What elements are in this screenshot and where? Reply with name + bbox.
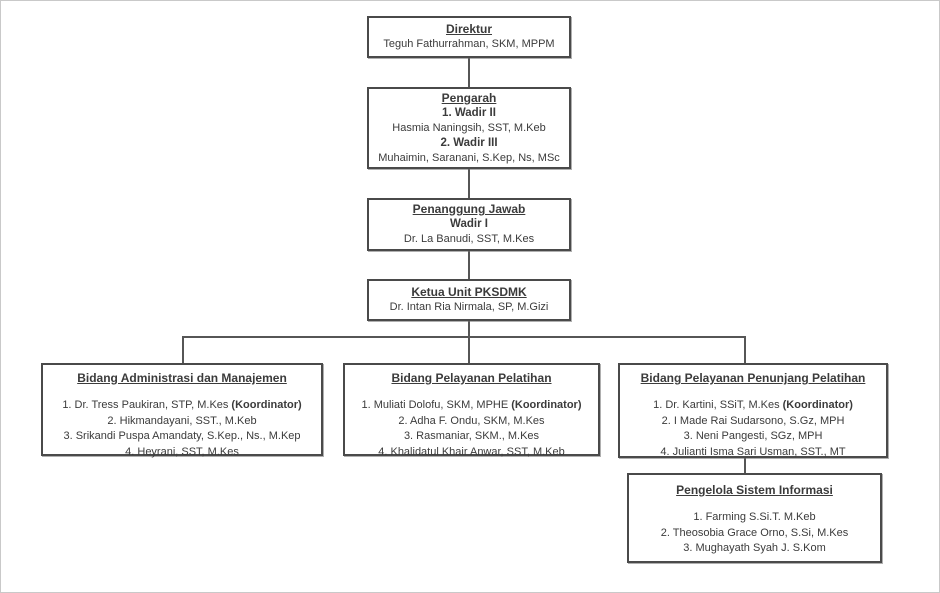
bidang-admin-title: Bidang Administrasi dan Manajemen [77,371,287,385]
member-row [620,398,886,414]
connector-pengarah-penanggung [468,169,470,198]
pengarah-box [367,87,571,169]
member-row: 3. Neni Pangesti, SGz, MPH [683,430,823,442]
ketua-unit-title: Ketua Unit PKSDMK [411,285,527,299]
bidang-pelatihan-members [345,398,598,460]
pengarah-title: Pengarah [441,90,497,105]
penanggung-jawab-title: Penanggung Jawab [412,202,526,216]
member-row: 3. Mughayath Syah J. S.Kom [683,542,826,554]
pengelola-box [627,473,882,563]
member-row: 4. Heyrani, SST, M.Kes [125,445,239,458]
pengarah-name-2: Muhaimin, Saranani, S.Kep, Ns, MSc [378,151,560,164]
member-row: 3. Srikandi Puspa Amandaty, S.Kep., Ns., M.Kep [63,430,301,442]
ketua-unit-name: Dr. Intan Ria Nirmala, SP, M.Gizi [389,301,549,313]
bidang-penunjang-box [618,363,888,458]
bidang-admin-members [43,398,321,460]
penanggung-jawab-name: Dr. La Banudi, SST, M.Kes [403,233,535,245]
bidang-admin-box [41,363,323,456]
pengarah-role-2: 2. Wadir III [440,136,498,149]
connector-penanggung-ketua [468,251,470,279]
member-row: 4. Khalidatul Khair Anwar, SST, M.Keb [378,445,565,458]
direktur-title: Direktur [445,22,492,36]
pengarah-name-1: Hasmia Naningsih, SST, M.Keb [392,121,546,134]
direktur-box [367,16,571,58]
member-name: 1. Dr. Kartini, SSiT, M.Kes [653,399,780,411]
member-row: 2. I Made Rai Sudarsono, S.Gz, MPH [661,414,845,427]
connector-drop-pelatihan [468,336,470,363]
direktur-name: Teguh Fathurrahman, SKM, MPPM [383,38,555,50]
pengarah-role-1: 1. Wadir II [442,106,496,119]
coordinator-label: (Koordinator) [782,399,853,411]
pengelola-members [629,510,880,557]
connector-drop-penunjang [744,336,746,363]
pengelola-title: Pengelola Sistem Informasi [676,483,833,497]
connector-drop-admin [182,336,184,363]
member-row: 3. Rasmaniar, SKM., M.Kes [403,430,540,442]
member-name: 1. Dr. Tress Paukiran, STP, M.Kes [62,399,229,411]
member-row: 4. Julianti Isma Sari Usman, SST., MT [660,445,846,458]
ketua-unit-box [367,279,571,321]
penanggung-jawab-box [367,198,571,251]
coordinator-label: (Koordinator) [231,399,302,411]
member-row: 1. Farming S.Si.T. M.Keb [693,511,816,523]
penanggung-jawab-role: Wadir I [450,218,488,230]
member-row: 2. Hikmandayani, SST., M.Keb [107,414,257,427]
connector-branch-horizontal [182,336,746,338]
bidang-penunjang-members [620,398,886,460]
member-row: 2. Theosobia Grace Orno, S.Si, M.Kes [660,526,849,539]
connector-ketua-trunk [468,321,470,336]
coordinator-label: (Koordinator) [511,399,582,411]
bidang-pelatihan-box [343,363,600,456]
connector-direktur-pengarah [468,58,470,87]
member-row [43,398,321,414]
member-name: 1. Muliati Dolofu, SKM, MPHE [361,399,509,411]
bidang-pelatihan-title: Bidang Pelayanan Pelatihan [391,371,552,385]
member-row: 2. Adha F. Ondu, SKM, M.Kes [398,414,545,427]
bidang-penunjang-title: Bidang Pelayanan Penunjang Pelatihan [640,371,866,385]
member-row [345,398,598,414]
